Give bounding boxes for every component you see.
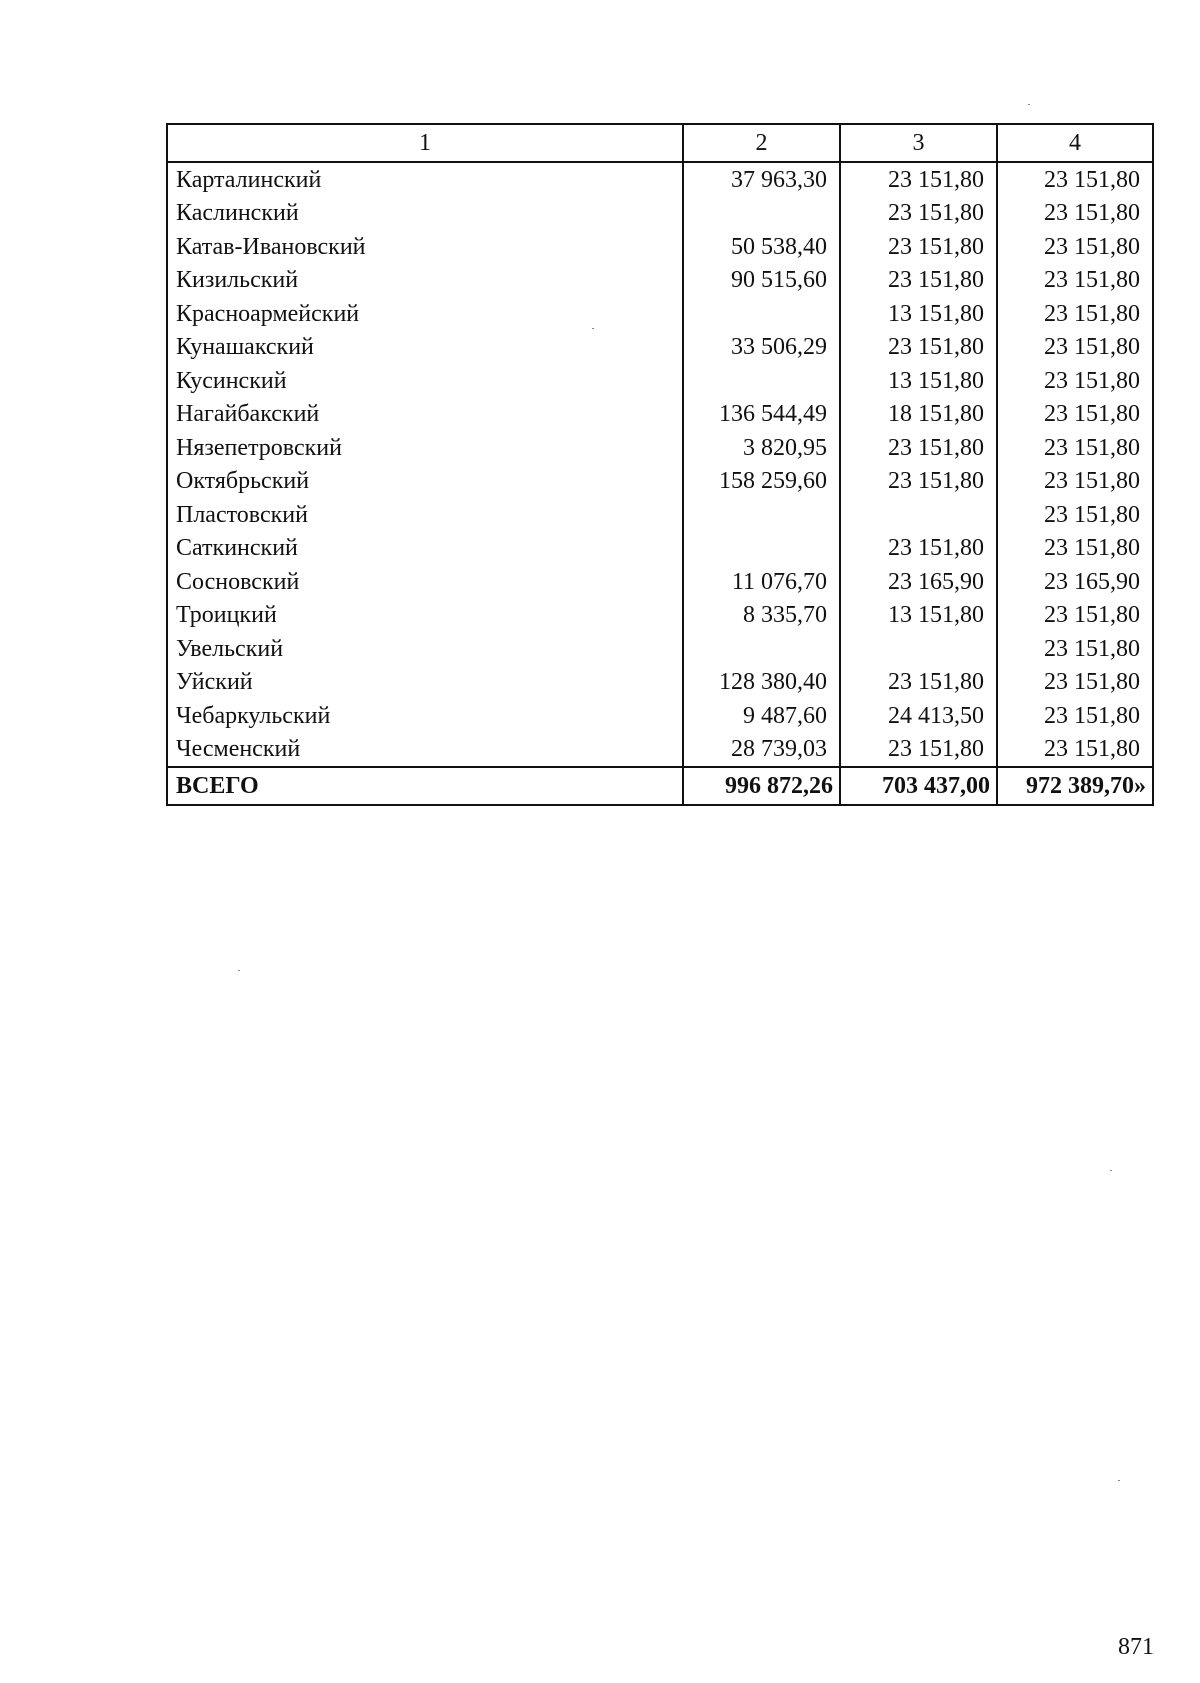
district-name-cell: Пластовский (167, 498, 683, 532)
total-row (167, 767, 1153, 805)
value-cell-col4: 23 151,80 (997, 431, 1153, 465)
header-cell-col3: 3 (840, 124, 997, 162)
value-cell-col3: 23 151,80 (840, 230, 997, 264)
page-number: 871 (1118, 1634, 1154, 1660)
value-cell-col2: 37 963,30 (683, 162, 840, 197)
header-cell-col4: 4 (997, 124, 1153, 162)
value-cell-col2: 136 544,49 (683, 398, 840, 432)
district-name-cell: Уйский (167, 666, 683, 700)
scan-speck (1110, 1170, 1112, 1171)
district-name-cell: Саткинский (167, 532, 683, 566)
value-cell-col2: 90 515,60 (683, 264, 840, 298)
value-cell-col3: 23 151,80 (840, 666, 997, 700)
table-row (167, 197, 1153, 231)
value-cell-col4: 23 151,80 (997, 398, 1153, 432)
value-cell-col2: 33 506,29 (683, 331, 840, 365)
value-cell-col3: 24 413,50 (840, 699, 997, 733)
table-row (167, 565, 1153, 599)
value-cell-col2 (683, 632, 840, 666)
table-row (167, 733, 1153, 768)
table-row (167, 162, 1153, 197)
value-cell-col4: 23 165,90 (997, 565, 1153, 599)
table-row (167, 431, 1153, 465)
value-cell-col3: 23 151,80 (840, 733, 997, 768)
header-cell-col2: 2 (683, 124, 840, 162)
scan-speck (592, 328, 594, 329)
table-row (167, 398, 1153, 432)
value-cell-col4: 23 151,80 (997, 632, 1153, 666)
district-name-cell: Нязепетровский (167, 431, 683, 465)
scan-speck (1118, 1480, 1120, 1481)
total-cell-col4: 972 389,70» (997, 767, 1153, 805)
table-header (167, 124, 1153, 162)
district-name-cell: Катав-Ивановский (167, 230, 683, 264)
table-row (167, 264, 1153, 298)
header-cell-col1: 1 (167, 124, 683, 162)
value-cell-col3: 23 151,80 (840, 162, 997, 197)
value-cell-col4: 23 151,80 (997, 498, 1153, 532)
value-cell-col3 (840, 498, 997, 532)
header-row (167, 124, 1153, 162)
total-cell-col3: 703 437,00 (840, 767, 997, 805)
total-cell-col2: 996 872,26 (683, 767, 840, 805)
table-row (167, 699, 1153, 733)
value-cell-col3 (840, 632, 997, 666)
district-name-cell: Кизильский (167, 264, 683, 298)
table-row (167, 666, 1153, 700)
district-name-cell: Нагайбакский (167, 398, 683, 432)
value-cell-col4: 23 151,80 (997, 666, 1153, 700)
value-cell-col2: 3 820,95 (683, 431, 840, 465)
value-cell-col2: 128 380,40 (683, 666, 840, 700)
table-row (167, 230, 1153, 264)
table-row (167, 465, 1153, 499)
district-name-cell: Октябрьский (167, 465, 683, 499)
table-row (167, 632, 1153, 666)
value-cell-col2 (683, 498, 840, 532)
value-cell-col4: 23 151,80 (997, 297, 1153, 331)
value-cell-col3: 18 151,80 (840, 398, 997, 432)
value-cell-col2: 28 739,03 (683, 733, 840, 768)
total-label-cell: ВСЕГО (167, 767, 683, 805)
value-cell-col4: 23 151,80 (997, 532, 1153, 566)
district-name-cell: Красноармейский (167, 297, 683, 331)
value-cell-col3: 23 151,80 (840, 431, 997, 465)
value-cell-col2: 9 487,60 (683, 699, 840, 733)
district-name-cell: Чебаркульский (167, 699, 683, 733)
value-cell-col4: 23 151,80 (997, 264, 1153, 298)
value-cell-col3: 23 151,80 (840, 197, 997, 231)
value-cell-col2: 158 259,60 (683, 465, 840, 499)
district-name-cell: Сосновский (167, 565, 683, 599)
value-cell-col3: 23 151,80 (840, 264, 997, 298)
value-cell-col3: 13 151,80 (840, 599, 997, 633)
district-name-cell: Кусинский (167, 364, 683, 398)
value-cell-col3: 13 151,80 (840, 364, 997, 398)
district-name-cell: Кунашакский (167, 331, 683, 365)
table-row (167, 331, 1153, 365)
value-cell-col2 (683, 364, 840, 398)
table-row (167, 599, 1153, 633)
data-table (166, 123, 1154, 806)
value-cell-col3: 23 165,90 (840, 565, 997, 599)
value-cell-col4: 23 151,80 (997, 331, 1153, 365)
district-name-cell: Чесменский (167, 733, 683, 768)
district-name-cell: Увельский (167, 632, 683, 666)
value-cell-col4: 23 151,80 (997, 599, 1153, 633)
table-row (167, 498, 1153, 532)
value-cell-col2: 11 076,70 (683, 565, 840, 599)
scan-speck (238, 970, 240, 971)
value-cell-col3: 23 151,80 (840, 331, 997, 365)
value-cell-col4: 23 151,80 (997, 364, 1153, 398)
value-cell-col4: 23 151,80 (997, 699, 1153, 733)
value-cell-col2: 50 538,40 (683, 230, 840, 264)
value-cell-col2 (683, 532, 840, 566)
value-cell-col2 (683, 297, 840, 331)
value-cell-col3: 23 151,80 (840, 532, 997, 566)
value-cell-col3: 13 151,80 (840, 297, 997, 331)
district-name-cell: Каслинский (167, 197, 683, 231)
value-cell-col2: 8 335,70 (683, 599, 840, 633)
scan-speck (1028, 104, 1030, 105)
value-cell-col2 (683, 197, 840, 231)
table-row (167, 364, 1153, 398)
value-cell-col3: 23 151,80 (840, 465, 997, 499)
value-cell-col4: 23 151,80 (997, 162, 1153, 197)
value-cell-col4: 23 151,80 (997, 465, 1153, 499)
value-cell-col4: 23 151,80 (997, 230, 1153, 264)
district-name-cell: Троицкий (167, 599, 683, 633)
value-cell-col4: 23 151,80 (997, 733, 1153, 768)
table-body (167, 162, 1153, 805)
value-cell-col4: 23 151,80 (997, 197, 1153, 231)
table-row (167, 532, 1153, 566)
table-row (167, 297, 1153, 331)
district-name-cell: Карталинский (167, 162, 683, 197)
